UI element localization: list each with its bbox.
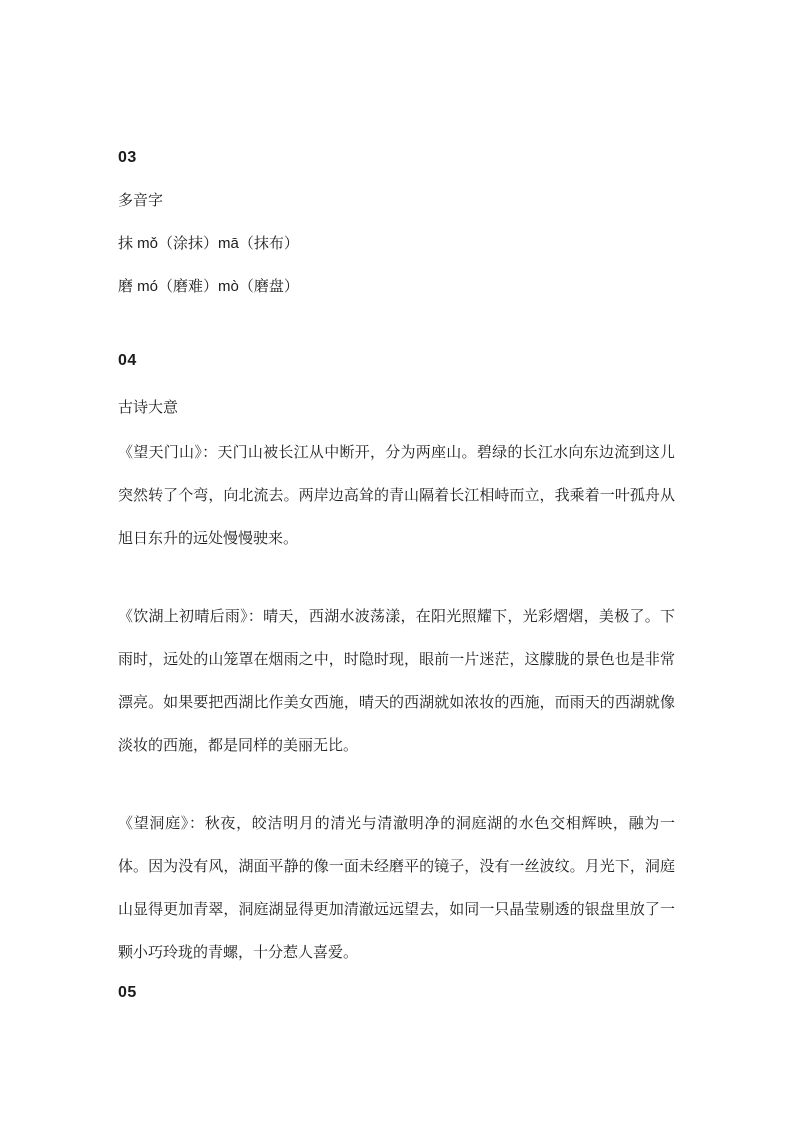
section-number-05: 05 [118,984,137,1001]
section-number-03: 03 [118,149,137,166]
polyphone-line-mo-ma: 抹 mǒ（涂抹）mā（抹布） [118,235,299,252]
poem-summary-title: 古诗大意 [118,399,179,416]
polyphonic-chars-title: 多音字 [118,192,164,209]
polyphone-line-mo2: 磨 mó（磨难）mò（磨盘） [118,278,299,295]
poem-summary-wang-tianmen-shan: 《望天门山》：天门山被长江从中断开，分为两座山。碧绿的长江水向东边流到这儿突然转了个弯，向北流去。两岸边高耸的青山隔着长江相峙而立，我乘着一叶孤舟从旭日东升的远处慢慢驶来。 [118,444,675,547]
poem-summary-yin-hu-shang-chu-qing-hou-yu: 《饮湖上初晴后雨》：晴天，西湖水波荡漾，在阳光照耀下，光彩熠熠，美极了。下雨时，远处的山笼罩在烟雨之中，时隐时现，眼前一片迷茫，这朦胧的景色也是非常漂亮。如果要把西湖比作美女西施，晴天的西湖就如浓妆的西施，而雨天的西湖就像淡妆的西施，都是同样的美丽无比。 [118,608,675,754]
section-number-04: 04 [118,352,137,369]
poem-summary-wang-dongting: 《望洞庭》：秋夜，皎洁明月的清光与清澈明净的洞庭湖的水色交相辉映，融为一体。因为没有风，湖面平静的像一面未经磨平的镜子，没有一丝波纹。月光下，洞庭山显得更加青翠，洞庭湖显得更加清澈远远望去，如同一只晶莹剔透的银盘里放了一颗小巧玲珑的青螺，十分惹人喜爱。 [118,815,675,961]
